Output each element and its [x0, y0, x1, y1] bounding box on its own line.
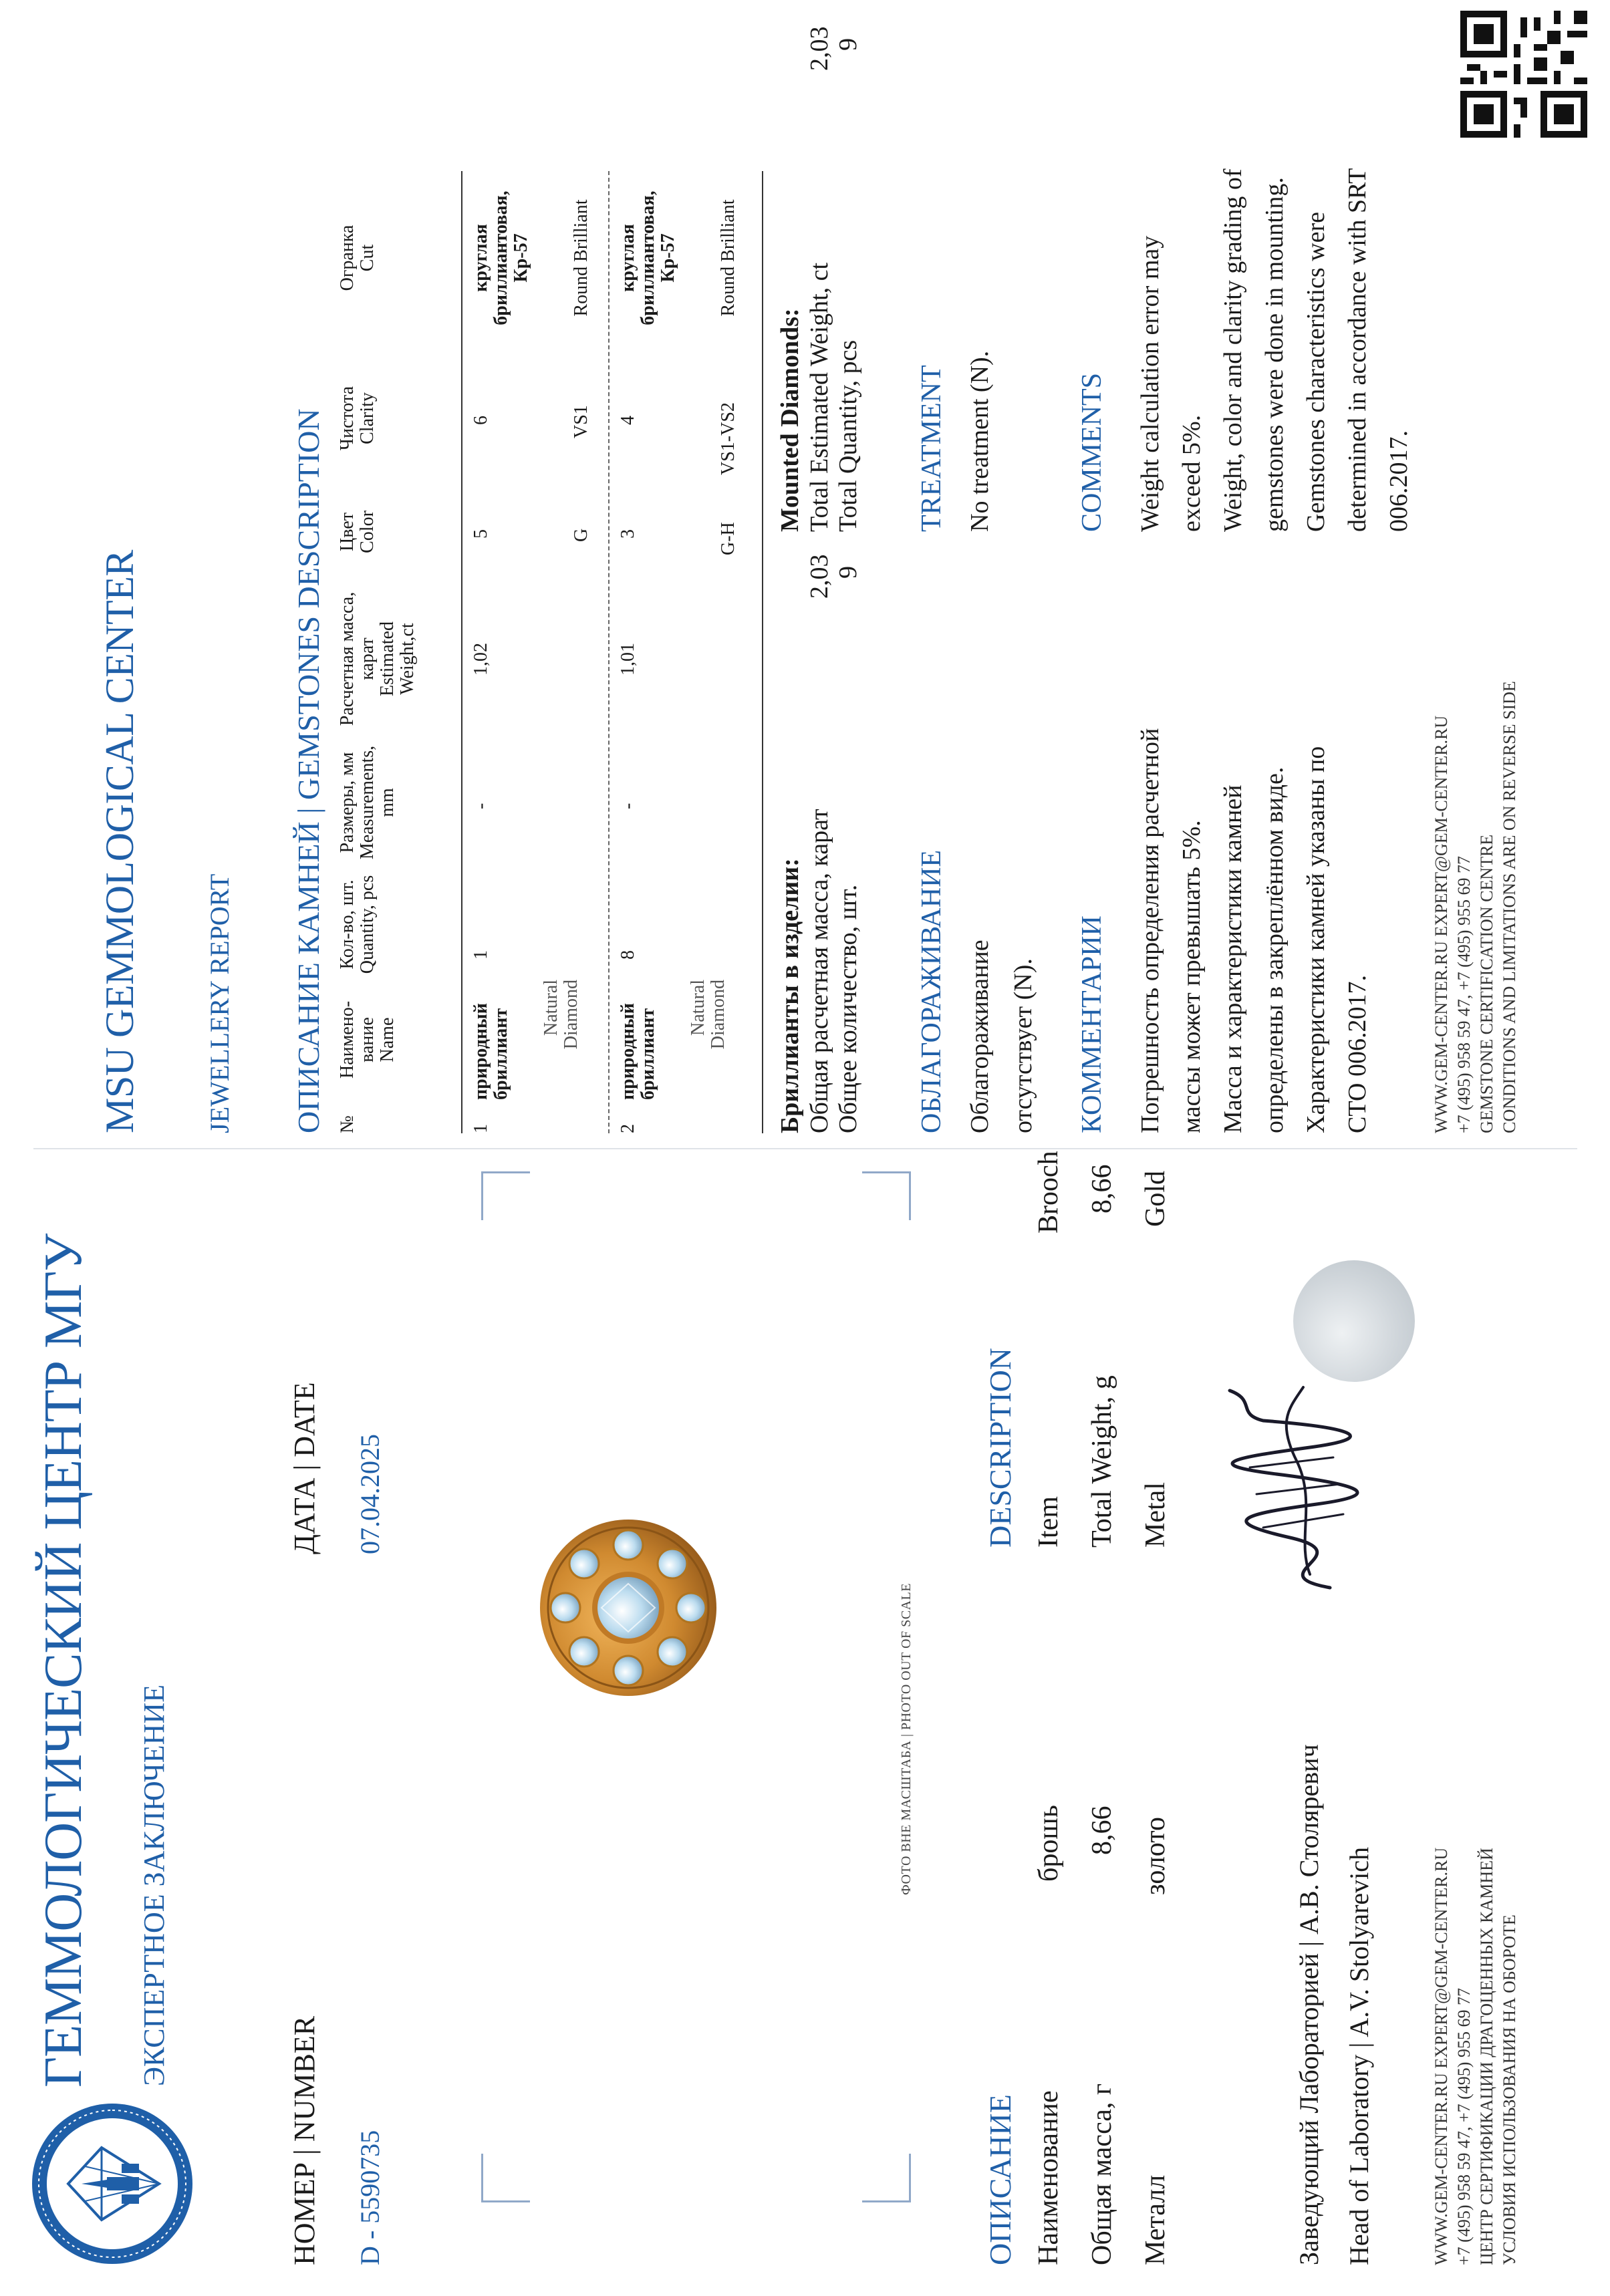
row-name-ru: природный бриллиант	[618, 1003, 658, 1100]
col-header-en: Estimated Weight,ct	[377, 621, 418, 696]
report-subtitle-ru: ЭКСПЕРТНОЕ ЗАКЛЮЧЕНИЕ	[138, 1684, 170, 2086]
table-header-rule	[461, 171, 462, 1133]
comment-line: Масса и характеристики камней	[1219, 784, 1247, 1133]
qr-code-icon[interactable]	[1460, 11, 1587, 138]
row-name-en: Natural Diamond	[541, 980, 581, 1050]
row-cut-en: Round Brilliant	[571, 199, 591, 317]
comments-heading-en: COMMENTS	[1077, 372, 1107, 532]
center-title-en: MSU GEMMOLOGICAL CENTER	[98, 550, 142, 1133]
footer-line: CONDITIONS AND LIMITATIONS ARE ON REVERSE SIDE	[1500, 681, 1519, 1133]
footer-line: WWW.GEM-CENTER.RU EXPERT@GEM-CENTER.RU	[1432, 1847, 1451, 2265]
head-name-ru: А.В. Столяревич	[1294, 1744, 1324, 1934]
treatment-heading-en: TREATMENT	[916, 365, 947, 532]
head-title-ru: Заведующий Лабораторией	[1294, 1953, 1324, 2265]
comment-line: СТО 006.2017.	[1343, 975, 1371, 1133]
weight-label-ru: Общая масса, г	[1087, 2083, 1117, 2265]
row-clarity-ru: 6	[471, 416, 491, 425]
row-color-en: G-H	[718, 522, 739, 555]
row-clarity-en: VS1	[571, 405, 591, 438]
crop-mark	[481, 1171, 530, 1220]
comment-line: Weight calculation error may	[1136, 235, 1164, 532]
comment-line: Gemstones characteristics were	[1302, 211, 1330, 532]
col-header-cut	[338, 171, 378, 345]
col-header-color	[338, 485, 378, 579]
weight-value-ru: 8,66	[1087, 1806, 1117, 1855]
separator: |	[1344, 2037, 1374, 2048]
mounted-qty-label-ru: Общее количество, шт.	[834, 884, 862, 1133]
col-header-en: Measurements, mm	[357, 745, 398, 860]
mounted-weight-label-en: Total Estimated Weight, ct	[805, 262, 833, 532]
signature-image	[1216, 1381, 1370, 1601]
footer-line: +7 (495) 958 59 47, +7 (495) 955 69 77	[1454, 1988, 1474, 2265]
mounted-weight-en: 2,03	[805, 26, 833, 71]
row-no: 1	[471, 1124, 491, 1133]
row-separator	[608, 171, 610, 1133]
col-header-clarity	[338, 358, 378, 478]
footer-line: GEMSTONE CERTIFICATION CENTRE	[1477, 834, 1496, 1133]
mounted-heading-ru: Бриллианты в изделии:	[776, 858, 804, 1133]
col-header-measurements	[338, 736, 398, 869]
col-header-no	[338, 1107, 358, 1133]
col-header-weight	[338, 585, 418, 732]
row-color-en: G	[571, 528, 591, 542]
item-value-ru: брошь	[1033, 1805, 1064, 1882]
col-header-ru: №	[337, 1115, 358, 1133]
footer-line: УСЛОВИЯ ИСПОЛЬЗОВАНИЯ НА ОБОРОТЕ	[1500, 1914, 1519, 2265]
row-weight: 1,02	[471, 643, 491, 676]
row-weight: 1,01	[618, 643, 638, 676]
brooch-photo	[535, 1514, 722, 1701]
head-title-en: Head of Laboratory	[1344, 2054, 1374, 2265]
head-of-lab-ru	[1293, 1744, 1325, 2265]
mounted-weight-ru: 2,03	[805, 554, 833, 599]
row-name-ru: природный бриллиант	[471, 1003, 511, 1100]
metal-value-en: Gold	[1140, 1171, 1171, 1227]
row-cut-ru: круглая бриллиантовая, Кр-57	[618, 190, 678, 325]
item-value-en: Brooch	[1033, 1151, 1064, 1234]
row-clarity-ru: 4	[618, 416, 638, 425]
comment-line: exceed 5%.	[1178, 414, 1206, 532]
comment-line: Характеристики камней указаны по	[1302, 746, 1330, 1133]
col-header-ru: Чистота	[337, 386, 358, 451]
metal-label-en: Metal	[1140, 1482, 1171, 1548]
comment-line: 006.2017.	[1385, 430, 1413, 532]
row-qty: 8	[618, 950, 638, 960]
mounted-qty-label-en: Total Quantity, pcs	[834, 339, 862, 532]
weight-value-en: 8,66	[1087, 1164, 1117, 1213]
row-measurements: -	[618, 803, 638, 809]
gemstones-section-title: ОПИСАНИЕ КАМНЕЙ | GEMSTONES DESCRIPTION	[291, 408, 325, 1133]
col-header-en: Clarity	[357, 392, 378, 444]
col-header-ru: Наимено-вание	[337, 1000, 378, 1079]
comments-en	[1129, 168, 1420, 532]
treatment-text-ru-2: отсутствует (N).	[1009, 958, 1037, 1133]
crop-mark	[862, 1171, 911, 1220]
row-cut-ru: круглая бриллиантовая, Кр-57	[471, 190, 531, 325]
separator: |	[1294, 1934, 1324, 1947]
item-label-ru: Наименование	[1033, 2090, 1064, 2265]
col-header-en: Name	[377, 1017, 398, 1062]
treatment-text-ru-1: Облагораживание	[966, 940, 994, 1133]
msu-logo-icon	[28, 2100, 196, 2268]
metal-value-ru: золото	[1140, 1817, 1171, 1895]
comment-line: gemstones were done in mounting.	[1260, 177, 1289, 532]
row-color-ru: 5	[471, 529, 491, 539]
row-no: 2	[618, 1124, 638, 1133]
report-subtitle-en: JEWELLERY REPORT	[205, 873, 235, 1133]
table-bottom-rule	[762, 171, 763, 1133]
treatment-text-en: No treatment (N).	[966, 350, 994, 532]
col-header-ru: Огранка	[337, 225, 358, 291]
mounted-qty-ru: 9	[834, 566, 862, 579]
description-heading-en: DESCRIPTION	[983, 1347, 1017, 1548]
col-header-en: Cut	[357, 244, 378, 272]
comment-line: определены в закреплённом виде.	[1260, 766, 1289, 1133]
col-header-ru: Кол-во, шт.	[337, 879, 358, 970]
col-header-en: Color	[357, 511, 378, 553]
comment-line: массы может превышать 5%.	[1178, 820, 1206, 1133]
comments-ru	[1129, 728, 1378, 1133]
photo-caption: ФОТО ВНЕ МАСШТАБА | PHOTO OUT OF SCALE	[899, 1583, 914, 1895]
crop-mark	[481, 2154, 530, 2202]
hologram-seal	[1293, 1260, 1415, 1382]
row-color-ru: 3	[618, 529, 638, 539]
col-header-en: Quantity, pcs	[357, 875, 378, 974]
description-heading-ru: ОПИСАНИЕ	[983, 2094, 1017, 2265]
head-of-lab-en	[1343, 1847, 1375, 2265]
page-fold	[33, 1148, 1577, 1149]
mounted-heading-en: Mounted Diamonds:	[776, 308, 804, 532]
row-clarity-en: VS1-VS2	[718, 402, 739, 475]
item-label-en: Item	[1033, 1496, 1064, 1548]
row-cut-en: Round Brilliant	[718, 199, 739, 317]
right-footer	[1430, 681, 1521, 1133]
number-value: D - 5590735	[355, 2130, 385, 2265]
row-measurements: -	[471, 803, 491, 809]
comments-heading-ru: КОММЕНТАРИИ	[1077, 915, 1107, 1133]
date-label: ДАТА | DATE	[288, 1382, 321, 1554]
comment-line: Weight, color and clarity grading of	[1219, 168, 1247, 532]
col-header-ru: Размеры, мм	[337, 752, 358, 853]
footer-line: WWW.GEM-CENTER.RU EXPERT@GEM-CENTER.RU	[1432, 715, 1451, 1133]
footer-line: ЦЕНТР СЕРТИФИКАЦИИ ДРАГОЦЕННЫХ КАМНЕЙ	[1477, 1848, 1496, 2265]
left-footer	[1430, 1848, 1521, 2265]
treatment-heading-ru: ОБЛАГОРАЖИВАНИЕ	[916, 849, 947, 1133]
col-header-qty	[338, 873, 378, 976]
comment-line: determined in accordance with SRT	[1343, 168, 1371, 532]
row-qty: 1	[471, 950, 491, 960]
col-header-ru: Цвет	[337, 513, 358, 551]
col-header-ru: Расчетная масса, карат	[337, 591, 378, 726]
footer-line: +7 (495) 958 59 47, +7 (495) 955 69 77	[1454, 856, 1474, 1133]
mounted-weight-label-ru: Общая расчетная масса, карат	[805, 809, 833, 1133]
number-label: НОМЕР | NUMBER	[288, 2015, 321, 2265]
center-title-ru: ГЕММОЛОГИЧЕСКИЙ ЦЕНТР МГУ	[34, 1234, 93, 2088]
weight-label-en: Total Weight, g	[1087, 1375, 1117, 1548]
mounted-qty-en: 9	[834, 38, 862, 51]
date-value: 07.04.2025	[355, 1434, 385, 1554]
row-name-en: Natural Diamond	[688, 980, 728, 1050]
comment-line: Погрешность определения расчетной	[1136, 728, 1164, 1133]
metal-label-ru: Металл	[1140, 2174, 1171, 2265]
head-name-en: A.V. Stolyarevich	[1344, 1846, 1374, 2037]
crop-mark	[862, 2154, 911, 2202]
col-header-name	[338, 980, 398, 1100]
